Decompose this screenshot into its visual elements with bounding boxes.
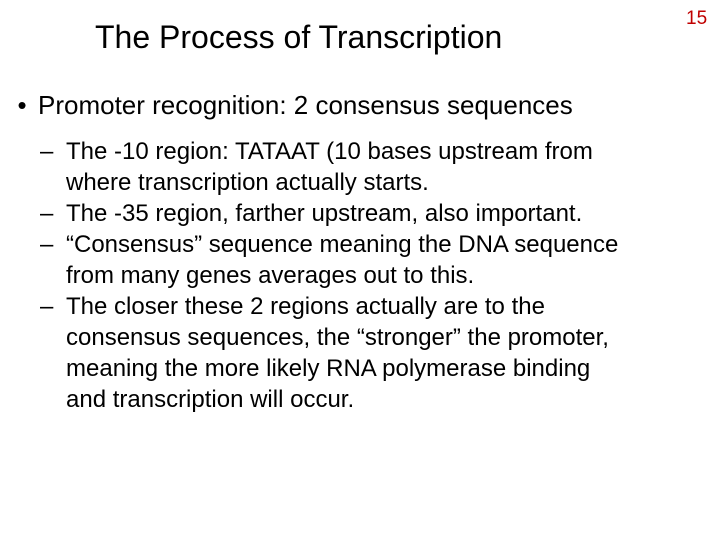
sub-bullet-line: consensus sequences, the “stronger” the promoter, xyxy=(66,324,609,351)
dash-icon: – xyxy=(40,231,54,258)
sub-bullet-item xyxy=(40,136,716,198)
slide-title: The Process of Transcription xyxy=(95,19,503,55)
sub-bullet-line: The -35 region, farther upstream, also important. xyxy=(66,200,583,227)
sub-bullet-line: “Consensus” sequence meaning the DNA sequence xyxy=(66,231,619,258)
slide-number: 15 xyxy=(686,8,708,29)
main-bullet xyxy=(6,88,711,122)
sub-bullet-item xyxy=(40,229,716,291)
main-bullet-text: Promoter recognition: 2 consensus sequences xyxy=(38,90,573,120)
sub-bullet-line: from many genes averages out to this. xyxy=(66,262,475,289)
dash-icon: – xyxy=(40,293,54,320)
bullet-icon: • xyxy=(17,90,27,120)
sub-bullet-line: meaning the more likely RNA polymerase binding xyxy=(66,355,591,382)
sub-bullet-line: The closer these 2 regions actually are to the xyxy=(66,293,545,320)
sub-bullet-line: where transcription actually starts. xyxy=(66,169,429,196)
sub-bullet-line: The -10 region: TATAAT (10 bases upstream from xyxy=(66,138,593,165)
sub-bullet-line: and transcription will occur. xyxy=(66,386,355,413)
sub-bullet-item xyxy=(40,291,716,415)
sub-bullet-list xyxy=(40,136,716,415)
dash-icon: – xyxy=(40,200,54,227)
dash-icon: – xyxy=(40,138,54,165)
sub-bullet-item xyxy=(40,198,716,229)
